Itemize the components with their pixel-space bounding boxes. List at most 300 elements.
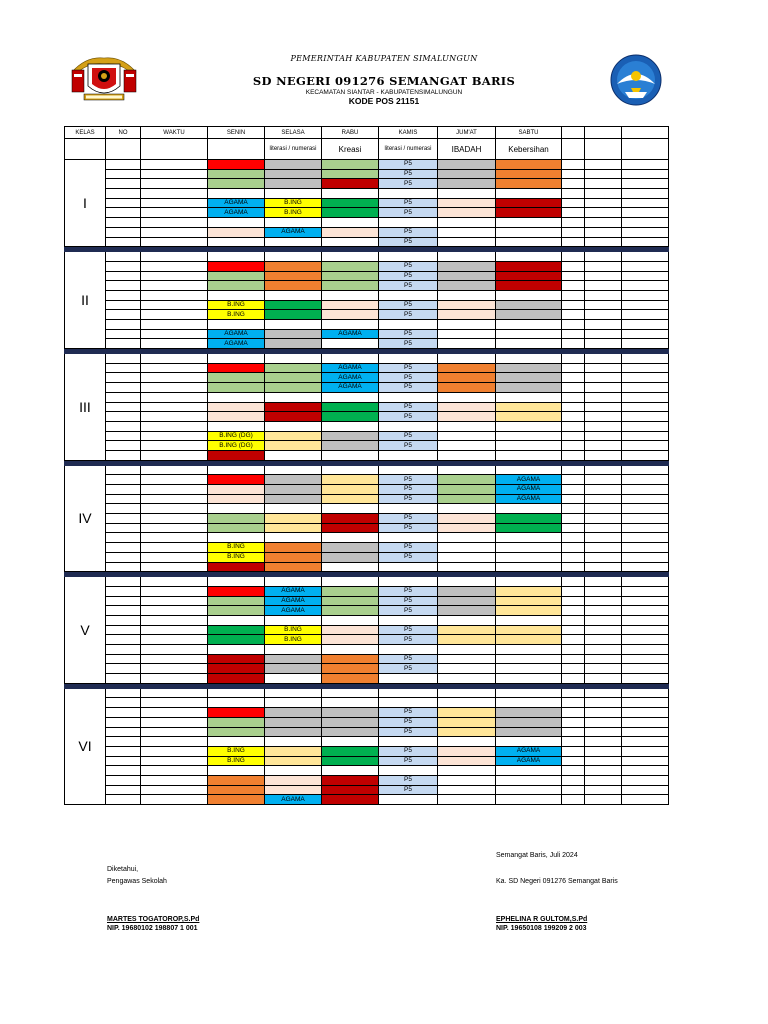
waktu-cell [141, 746, 208, 756]
extra-cell [622, 606, 669, 616]
schedule-cell [438, 523, 496, 533]
schedule-cell [496, 237, 562, 247]
extra-cell [585, 654, 622, 664]
extra-cell [585, 290, 622, 300]
extra-cell [585, 237, 622, 247]
schedule-cell [379, 698, 438, 708]
waktu-cell [141, 785, 208, 795]
table-row [65, 402, 669, 412]
extra-cell [585, 402, 622, 412]
schedule-cell [265, 533, 322, 543]
schedule-cell [379, 504, 438, 514]
table-row [65, 310, 669, 320]
schedule-table [64, 126, 669, 805]
column-subheader: literasi / numerasi [265, 139, 322, 160]
extra-cell [622, 746, 669, 756]
extra-cell [585, 227, 622, 237]
table-row [65, 543, 669, 553]
extra-cell [585, 208, 622, 218]
column-subheader [65, 139, 106, 160]
schedule-cell [208, 674, 265, 684]
schedule-cell [265, 727, 322, 737]
class-label: I [65, 160, 106, 247]
extra-cell [562, 494, 585, 504]
schedule-cell [322, 756, 379, 766]
column-header: NO [106, 127, 141, 139]
extra-cell [585, 310, 622, 320]
schedule-cell [379, 421, 438, 431]
schedule-cell: P5 [379, 373, 438, 383]
schedule-cell [438, 412, 496, 422]
schedule-cell [496, 727, 562, 737]
waktu-cell [141, 310, 208, 320]
table-row [65, 441, 669, 451]
column-subheader: Kreasi [322, 139, 379, 160]
schedule-cell: P5 [379, 179, 438, 189]
extra-cell [562, 339, 585, 349]
schedule-cell [208, 785, 265, 795]
schedule-cell [322, 664, 379, 674]
extra-cell [585, 412, 622, 422]
extra-cell [585, 674, 622, 684]
no-cell [106, 795, 141, 805]
extra-cell [585, 252, 622, 262]
no-cell [106, 504, 141, 514]
schedule-cell [322, 645, 379, 655]
no-cell [106, 431, 141, 441]
no-cell [106, 329, 141, 339]
schedule-cell [322, 606, 379, 616]
schedule-cell [208, 392, 265, 402]
schedule-cell [322, 775, 379, 785]
extra-cell [585, 543, 622, 553]
extra-cell [622, 208, 669, 218]
schedule-cell [496, 412, 562, 422]
waktu-cell [141, 383, 208, 393]
schedule-cell [496, 421, 562, 431]
schedule-cell: P5 [379, 775, 438, 785]
extra-cell [562, 562, 585, 572]
schedule-cell [438, 485, 496, 495]
column-header [585, 127, 622, 139]
schedule-cell [265, 654, 322, 664]
table-row [65, 552, 669, 562]
schedule-cell [265, 252, 322, 262]
schedule-cell [265, 179, 322, 189]
schedule-cell [496, 281, 562, 291]
schedule-cell [438, 421, 496, 431]
no-cell [106, 421, 141, 431]
extra-cell [622, 586, 669, 596]
no-cell [106, 227, 141, 237]
schedule-cell: AGAMA [208, 198, 265, 208]
schedule-cell [322, 533, 379, 543]
extra-cell [622, 514, 669, 524]
table-row [65, 271, 669, 281]
column-subheader [106, 139, 141, 160]
extra-cell [562, 290, 585, 300]
extra-cell [562, 625, 585, 635]
extra-cell [622, 625, 669, 635]
table-row [65, 179, 669, 189]
schedule-cell [496, 431, 562, 441]
extra-cell [622, 717, 669, 727]
government-name: PEMERINTAH KABUPATEN SIMALUNGUN [290, 54, 478, 63]
schedule-cell [438, 596, 496, 606]
waktu-cell [141, 281, 208, 291]
schedule-cell [496, 402, 562, 412]
no-cell [106, 645, 141, 655]
schedule-cell [496, 179, 562, 189]
schedule-cell [322, 635, 379, 645]
class-label: IV [65, 465, 106, 572]
extra-cell [622, 785, 669, 795]
schedule-cell: AGAMA [208, 329, 265, 339]
schedule-cell [265, 412, 322, 422]
extra-cell [562, 552, 585, 562]
schedule-cell [496, 354, 562, 364]
schedule-cell [496, 198, 562, 208]
extra-cell [585, 533, 622, 543]
table-row [65, 514, 669, 524]
no-cell [106, 514, 141, 524]
table-row [65, 615, 669, 625]
schedule-cell [438, 727, 496, 737]
schedule-cell [496, 737, 562, 747]
schedule-cell [322, 208, 379, 218]
column-header: RABU [322, 127, 379, 139]
schedule-cell [438, 717, 496, 727]
schedule-cell [322, 795, 379, 805]
no-cell [106, 300, 141, 310]
extra-cell [622, 465, 669, 475]
table-row [65, 373, 669, 383]
schedule-cell [438, 160, 496, 170]
extra-cell [585, 727, 622, 737]
schedule-cell: P5 [379, 227, 438, 237]
schedule-cell [265, 514, 322, 524]
extra-cell [562, 383, 585, 393]
schedule-cell: AGAMA [322, 373, 379, 383]
extra-cell [585, 179, 622, 189]
schedule-cell [496, 363, 562, 373]
principal-title: Ka. SD Negeri 091276 Semangat Baris [496, 878, 618, 885]
waktu-cell [141, 562, 208, 572]
extra-cell [622, 290, 669, 300]
supervisor-title: Pengawas Sekolah [107, 878, 167, 885]
extra-cell [585, 717, 622, 727]
schedule-cell [438, 465, 496, 475]
schedule-cell: P5 [379, 746, 438, 756]
schedule-cell [322, 160, 379, 170]
no-cell [106, 198, 141, 208]
extra-cell [585, 504, 622, 514]
schedule-cell: B.ING [208, 746, 265, 756]
schedule-cell: P5 [379, 363, 438, 373]
table-row [65, 252, 669, 262]
extra-cell [622, 615, 669, 625]
extra-cell [585, 441, 622, 451]
schedule-cell [438, 281, 496, 291]
schedule-cell [438, 290, 496, 300]
schedule-cell [322, 227, 379, 237]
schedule-cell: P5 [379, 271, 438, 281]
schedule-cell: P5 [379, 606, 438, 616]
waktu-cell [141, 441, 208, 451]
extra-cell [622, 363, 669, 373]
schedule-cell [265, 543, 322, 553]
no-cell [106, 674, 141, 684]
waktu-cell [141, 645, 208, 655]
no-cell [106, 708, 141, 718]
letterhead [0, 0, 768, 120]
column-header [622, 127, 669, 139]
schedule-cell [208, 664, 265, 674]
schedule-cell [496, 717, 562, 727]
schedule-cell [438, 310, 496, 320]
schedule-cell [208, 271, 265, 281]
schedule-cell [438, 552, 496, 562]
schedule-cell [379, 450, 438, 460]
extra-cell [622, 354, 669, 364]
extra-cell [562, 785, 585, 795]
schedule-cell [322, 674, 379, 684]
extra-cell [562, 320, 585, 330]
no-cell [106, 562, 141, 572]
table-row [65, 785, 669, 795]
schedule-cell: P5 [379, 160, 438, 170]
waktu-cell [141, 227, 208, 237]
schedule-cell: B.ING [208, 310, 265, 320]
no-cell [106, 208, 141, 218]
waktu-cell [141, 698, 208, 708]
schedule-cell [265, 450, 322, 460]
schedule-cell [322, 615, 379, 625]
extra-cell [562, 756, 585, 766]
schedule-cell: P5 [379, 208, 438, 218]
extra-cell [622, 688, 669, 698]
schedule-cell [438, 441, 496, 451]
table-row [65, 320, 669, 330]
schedule-cell [265, 737, 322, 747]
column-subheader: literasi / numerasi [379, 139, 438, 160]
extra-cell [562, 727, 585, 737]
schedule-cell [496, 392, 562, 402]
extra-cell [585, 523, 622, 533]
no-cell [106, 523, 141, 533]
schedule-cell [265, 310, 322, 320]
schedule-cell [438, 514, 496, 524]
schedule-cell [438, 339, 496, 349]
schedule-cell [379, 674, 438, 684]
waktu-cell [141, 688, 208, 698]
no-cell [106, 402, 141, 412]
schedule-cell [322, 543, 379, 553]
schedule-cell [322, 237, 379, 247]
schedule-cell [438, 494, 496, 504]
schedule-cell [438, 737, 496, 747]
schedule-cell [208, 252, 265, 262]
schedule-cell [208, 383, 265, 393]
schedule-cell [322, 179, 379, 189]
schedule-cell [496, 533, 562, 543]
extra-cell [585, 392, 622, 402]
schedule-cell [438, 169, 496, 179]
extra-cell [622, 775, 669, 785]
extra-cell [622, 169, 669, 179]
table-row [65, 717, 669, 727]
schedule-cell [379, 615, 438, 625]
waktu-cell [141, 577, 208, 587]
extra-cell [585, 189, 622, 199]
extra-cell [622, 441, 669, 451]
schedule-cell: AGAMA [208, 208, 265, 218]
table-row [65, 664, 669, 674]
no-cell [106, 552, 141, 562]
schedule-cell [208, 485, 265, 495]
extra-cell [562, 218, 585, 228]
extra-cell [622, 373, 669, 383]
schedule-cell [208, 354, 265, 364]
schedule-cell [438, 354, 496, 364]
extra-cell [622, 179, 669, 189]
no-cell [106, 450, 141, 460]
schedule-cell [208, 596, 265, 606]
extra-cell [622, 635, 669, 645]
schedule-cell [265, 494, 322, 504]
no-cell [106, 737, 141, 747]
table-row [65, 383, 669, 393]
schedule-cell [322, 189, 379, 199]
extra-cell [562, 412, 585, 422]
table-row [65, 363, 669, 373]
schedule-cell: P5 [379, 198, 438, 208]
waktu-cell [141, 606, 208, 616]
extra-cell [585, 485, 622, 495]
column-subheader [562, 139, 585, 160]
extra-cell [585, 421, 622, 431]
schedule-cell [265, 674, 322, 684]
extra-cell [622, 227, 669, 237]
table-row [65, 737, 669, 747]
waktu-cell [141, 795, 208, 805]
schedule-cell [438, 795, 496, 805]
schedule-cell [496, 218, 562, 228]
schedule-cell [322, 290, 379, 300]
extra-cell [562, 688, 585, 698]
schedule-cell [379, 533, 438, 543]
schedule-cell [496, 320, 562, 330]
schedule-cell [322, 717, 379, 727]
schedule-cell [438, 577, 496, 587]
schedule-cell [208, 577, 265, 587]
schedule-cell [438, 402, 496, 412]
extra-cell [562, 300, 585, 310]
waktu-cell [141, 237, 208, 247]
no-cell [106, 717, 141, 727]
schedule-cell [322, 402, 379, 412]
table-row [65, 698, 669, 708]
header-row [65, 127, 669, 139]
extra-cell [622, 533, 669, 543]
extra-cell [585, 160, 622, 170]
extra-cell [622, 766, 669, 776]
schedule-cell [496, 189, 562, 199]
no-cell [106, 261, 141, 271]
schedule-cell [265, 383, 322, 393]
column-header: KELAS [65, 127, 106, 139]
waktu-cell [141, 475, 208, 485]
extra-cell [562, 615, 585, 625]
waktu-cell [141, 465, 208, 475]
no-cell [106, 271, 141, 281]
extra-cell [585, 775, 622, 785]
schedule-cell: B.ING (DG) [208, 441, 265, 451]
schedule-cell: AGAMA [265, 227, 322, 237]
schedule-cell [438, 615, 496, 625]
no-cell [106, 339, 141, 349]
schedule-cell [438, 179, 496, 189]
schedule-cell [208, 227, 265, 237]
schedule-cell [322, 300, 379, 310]
extra-cell [622, 198, 669, 208]
waktu-cell [141, 504, 208, 514]
extra-cell [562, 645, 585, 655]
extra-cell [622, 281, 669, 291]
schedule-cell [208, 475, 265, 485]
column-subheader [622, 139, 669, 160]
extra-cell [562, 261, 585, 271]
extra-cell [622, 421, 669, 431]
waktu-cell [141, 329, 208, 339]
waktu-cell [141, 708, 208, 718]
schedule-cell [379, 795, 438, 805]
schedule-cell [496, 688, 562, 698]
no-cell [106, 354, 141, 364]
schedule-cell: AGAMA [208, 339, 265, 349]
schedule-cell [496, 766, 562, 776]
schedule-cell [438, 698, 496, 708]
schedule-cell [438, 227, 496, 237]
waktu-cell [141, 717, 208, 727]
schedule-cell [265, 363, 322, 373]
no-cell [106, 383, 141, 393]
schedule-cell [496, 450, 562, 460]
schedule-cell [208, 421, 265, 431]
schedule-cell: B.ING [208, 543, 265, 553]
schedule-cell [496, 373, 562, 383]
school-district: KECAMATAN SIANTAR - KABUPATENSIMALUNGUN [305, 89, 463, 96]
table-row [65, 596, 669, 606]
schedule-cell [322, 310, 379, 320]
waktu-cell [141, 552, 208, 562]
schedule-cell [438, 320, 496, 330]
no-cell [106, 746, 141, 756]
extra-cell [585, 785, 622, 795]
extra-cell [622, 392, 669, 402]
schedule-cell [496, 523, 562, 533]
principal-nip: NIP. 19650108 199209 2 003 [496, 925, 587, 932]
schedule-cell [208, 606, 265, 616]
schedule-cell [208, 698, 265, 708]
schedule-cell [379, 252, 438, 262]
schedule-cell [208, 514, 265, 524]
schedule-cell [438, 664, 496, 674]
schedule-cell [322, 218, 379, 228]
schedule-cell [265, 169, 322, 179]
extra-cell [585, 431, 622, 441]
schedule-cell [496, 329, 562, 339]
